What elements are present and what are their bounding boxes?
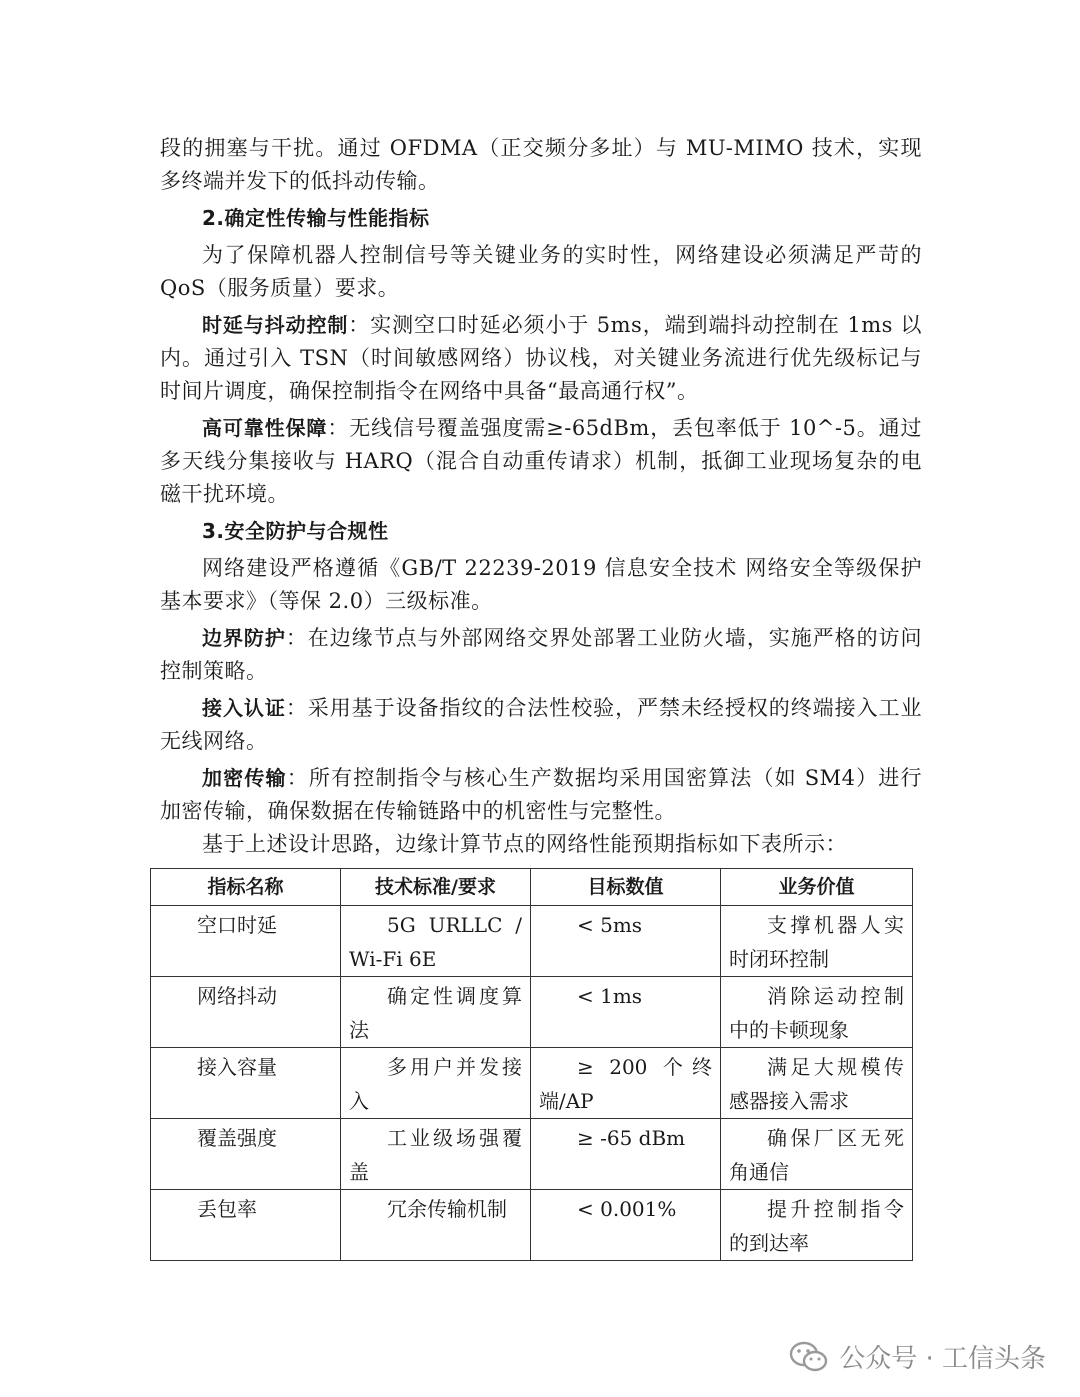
heading-text: 2.确定性传输与性能指标 xyxy=(202,206,430,230)
reliability-text: ：无线信号覆盖强度需≥-65dBm，丢包率低于 10^-5。通过多天线分集接收与 HARQ（混合自动重传请求）机制，抵御工业现场复杂的电磁干扰环境。 xyxy=(160,416,923,506)
cell-text: 网络抖动 xyxy=(197,984,277,1008)
table-cell xyxy=(151,906,341,977)
paragraph-encryption xyxy=(160,762,922,828)
table-cell xyxy=(531,906,721,977)
paragraph-latency xyxy=(160,309,922,408)
cell-text: ≥ -65 dBm xyxy=(577,1126,686,1150)
latency-text: ：实测空口时延必须小于 5ms，端到端抖动控制在 1ms 以内。通过引入 TSN（时间敏感网络）协议栈，对关键业务流进行优先级标记与时间片调度，确保控制指令在网络中具备“最高通行权”。 xyxy=(160,313,922,403)
cell-text: 消除运动控制中的卡顿现象 xyxy=(729,984,904,1042)
header-metric-name: 指标名称 xyxy=(151,869,341,906)
cell-text: 覆盖强度 xyxy=(197,1126,277,1150)
encryption-text: ：所有控制指令与核心生产数据均采用国密算法（如 SM4）进行加密传输，确保数据在传输链路中的机密性与完整性。 xyxy=(160,766,922,823)
table-cell xyxy=(721,1119,913,1190)
table-cell xyxy=(341,906,531,977)
header-target: 目标数值 xyxy=(531,869,721,906)
table-cell xyxy=(721,906,913,977)
table-cell xyxy=(151,977,341,1048)
cell-text: 冗余传输机制 xyxy=(387,1197,507,1221)
document-body xyxy=(160,132,922,861)
cell-text: 空口时延 xyxy=(197,913,277,937)
header-value: 业务价值 xyxy=(721,869,913,906)
table-cell xyxy=(721,1048,913,1119)
auth-text: ：采用基于设备指纹的合法性校验，严禁未经授权的终端接入工业无线网络。 xyxy=(160,696,922,753)
cell-text: < 5ms xyxy=(577,913,643,937)
table-row xyxy=(151,977,913,1048)
cell-text: 确定性调度算法 xyxy=(349,984,522,1042)
paragraph-qos: 为了保障机器人控制信号等关键业务的实时性，网络建设必须满足严苛的 QoS（服务质量）要求。 xyxy=(160,243,922,300)
table-cell xyxy=(341,1190,531,1261)
table-cell xyxy=(721,1190,913,1261)
table-row xyxy=(151,1048,913,1119)
table-cell xyxy=(151,1190,341,1261)
keyword-reliability: 高可靠性保障 xyxy=(202,416,328,440)
boundary-text: ：在边缘节点与外部网络交界处部署工业防火墙，实施严格的访问控制策略。 xyxy=(160,626,922,683)
cell-text: 多用户并发接入 xyxy=(349,1055,522,1113)
cell-text: < 1ms xyxy=(577,984,643,1008)
table-row xyxy=(151,906,913,977)
heading-text: 3.安全防护与合规性 xyxy=(202,519,389,543)
table-cell xyxy=(341,1048,531,1119)
table-cell xyxy=(721,977,913,1048)
cell-text: 5G URLLC / Wi-Fi 6E xyxy=(349,913,522,971)
keyword-latency: 时延与抖动控制 xyxy=(202,313,349,337)
paragraph-reliability xyxy=(160,412,922,511)
table-row xyxy=(151,1119,913,1190)
watermark xyxy=(789,1338,1046,1375)
wechat-icon xyxy=(789,1340,829,1374)
cell-text: 满足大规模传感器接入需求 xyxy=(729,1055,904,1113)
cell-text: ≥ 200 个终端/AP xyxy=(539,1055,712,1113)
paragraph-standard: 网络建设严格遵循《GB/T 22239-2019 信息安全技术 网络安全等级保护基本要求》（等保 2.0）三级标准。 xyxy=(160,556,922,613)
table-cell xyxy=(531,1048,721,1119)
paragraph-auth xyxy=(160,692,922,758)
section-heading-3 xyxy=(160,515,922,548)
cell-text: 确保厂区无死角通信 xyxy=(729,1126,904,1184)
paragraph-table-intro: 基于上述设计思路，边缘计算节点的网络性能预期指标如下表所示： xyxy=(202,832,847,856)
table-cell xyxy=(151,1048,341,1119)
watermark-text: 公众号 · 工信头条 xyxy=(839,1344,1046,1374)
metrics-table xyxy=(150,868,913,1261)
keyword-auth: 接入认证 xyxy=(202,696,286,720)
cell-text: 支撑机器人实时闭环控制 xyxy=(729,913,904,971)
cell-text: 提升控制指令的到达率 xyxy=(729,1197,904,1255)
table-cell xyxy=(341,1119,531,1190)
table-header-row xyxy=(151,869,913,906)
cell-text: 接入容量 xyxy=(197,1055,277,1079)
table-cell xyxy=(531,1119,721,1190)
table-cell xyxy=(531,1190,721,1261)
table-cell xyxy=(151,1119,341,1190)
cell-text: 丢包率 xyxy=(197,1197,257,1221)
header-standard: 技术标准/要求 xyxy=(341,869,531,906)
paragraph-boundary xyxy=(160,622,922,688)
cell-text: 工业级场强覆盖 xyxy=(349,1126,522,1184)
section-heading-2 xyxy=(160,202,922,235)
table-cell xyxy=(341,977,531,1048)
paragraph-ofdma: 段的拥塞与干扰。通过 OFDMA（正交频分多址）与 MU-MIMO 技术，实现多终端并发下的低抖动传输。 xyxy=(160,136,922,193)
keyword-encryption: 加密传输 xyxy=(202,766,287,790)
keyword-boundary: 边界防护 xyxy=(202,626,286,650)
table-row xyxy=(151,1190,913,1261)
cell-text: < 0.001% xyxy=(577,1197,677,1221)
table-cell xyxy=(531,977,721,1048)
